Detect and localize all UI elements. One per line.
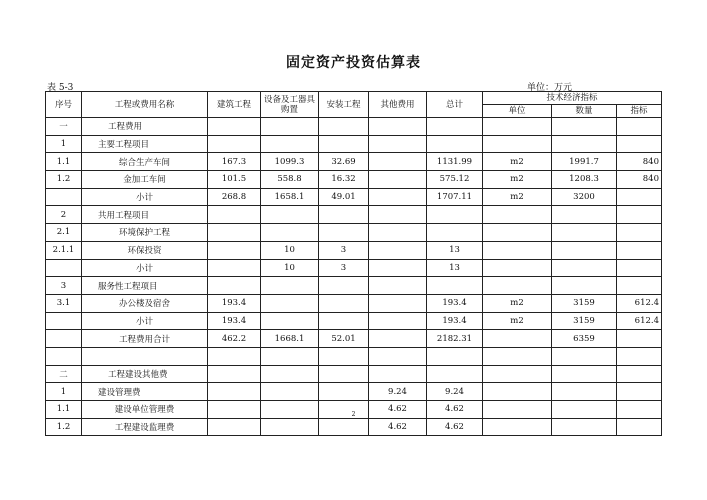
- cell-install: 3: [319, 241, 369, 259]
- cell-equipment: 558.8: [261, 171, 319, 189]
- cell-install: [319, 277, 369, 295]
- cell-other: 9.24: [369, 383, 427, 401]
- cell-tech-qty: [552, 135, 617, 153]
- cell-install: [319, 135, 369, 153]
- cell-other: [369, 188, 427, 206]
- cell-total: 4.62: [427, 418, 483, 436]
- table-row: [46, 347, 662, 365]
- cell-name: 小计: [82, 259, 208, 277]
- cell-building: 167.3: [208, 153, 261, 171]
- cell-tech-qty: [552, 224, 617, 242]
- cell-no: 1.2: [46, 171, 82, 189]
- cell-tech-unit: [483, 259, 552, 277]
- cell-total: [427, 347, 483, 365]
- cell-name: 服务性工程项目: [82, 277, 208, 295]
- investment-estimate-table: [45, 91, 662, 436]
- cell-name: 工程建设其他费: [82, 365, 208, 383]
- cell-building: [208, 118, 261, 136]
- cell-name: [82, 347, 208, 365]
- table-id: 表 5-3: [47, 83, 74, 93]
- cell-total: [427, 118, 483, 136]
- cell-name: 建设单位管理费: [82, 401, 208, 419]
- cell-no: [46, 259, 82, 277]
- cell-name: 环境保护工程: [82, 224, 208, 242]
- cell-no: [46, 188, 82, 206]
- cell-tech-index: [617, 224, 662, 242]
- cell-name: 小计: [82, 312, 208, 330]
- cell-install: [319, 347, 369, 365]
- cell-other: [369, 294, 427, 312]
- cell-tech-unit: [483, 330, 552, 348]
- table-row: [46, 118, 662, 136]
- cell-no: 1: [46, 383, 82, 401]
- cell-total: 2182.31: [427, 330, 483, 348]
- cell-equipment: 10: [261, 241, 319, 259]
- cell-other: [369, 153, 427, 171]
- cell-other: [369, 224, 427, 242]
- cell-name: 工程费用合计: [82, 330, 208, 348]
- cell-tech-unit: [483, 277, 552, 295]
- table-row: [46, 365, 662, 383]
- cell-equipment: [261, 206, 319, 224]
- cell-name: 环保投资: [82, 241, 208, 259]
- cell-no: 1.1: [46, 401, 82, 419]
- cell-tech-index: [617, 259, 662, 277]
- cell-equipment: [261, 118, 319, 136]
- table-row: [46, 241, 662, 259]
- cell-tech-qty: [552, 365, 617, 383]
- cell-tech-unit: [483, 118, 552, 136]
- cell-building: [208, 224, 261, 242]
- cell-tech-qty: [552, 347, 617, 365]
- cell-total: [427, 277, 483, 295]
- cell-no: 3.1: [46, 294, 82, 312]
- table-row: [46, 206, 662, 224]
- cell-total: 1707.11: [427, 188, 483, 206]
- cell-install: [319, 118, 369, 136]
- cell-tech-index: [617, 365, 662, 383]
- header-tech-qty: 数量: [552, 105, 617, 118]
- table-row: [46, 135, 662, 153]
- cell-name: 工程费用: [82, 118, 208, 136]
- cell-tech-unit: [483, 241, 552, 259]
- cell-equipment: [261, 135, 319, 153]
- cell-tech-qty: [552, 277, 617, 295]
- cell-tech-qty: 3200: [552, 188, 617, 206]
- cell-other: [369, 365, 427, 383]
- page-title: 固定资产投资估算表: [286, 55, 421, 71]
- cell-tech-unit: m2: [483, 312, 552, 330]
- cell-building: [208, 241, 261, 259]
- cell-no: 2.1.1: [46, 241, 82, 259]
- cell-total: 575.12: [427, 171, 483, 189]
- cell-tech-unit: [483, 365, 552, 383]
- cell-tech-unit: m2: [483, 171, 552, 189]
- cell-equipment: [261, 418, 319, 436]
- cell-tech-index: 840: [617, 153, 662, 171]
- cell-other: [369, 347, 427, 365]
- cell-no: 1: [46, 135, 82, 153]
- cell-equipment: [261, 365, 319, 383]
- cell-tech-qty: 1991.7: [552, 153, 617, 171]
- cell-install: 16.32: [319, 171, 369, 189]
- cell-equipment: [261, 312, 319, 330]
- cell-tech-unit: m2: [483, 294, 552, 312]
- cell-equipment: [261, 294, 319, 312]
- header-install: 安装工程: [319, 92, 369, 118]
- table-row: [46, 330, 662, 348]
- cell-tech-qty: 6359: [552, 330, 617, 348]
- cell-install: [319, 418, 369, 436]
- cell-equipment: 1099.3: [261, 153, 319, 171]
- cell-total: 1131.99: [427, 153, 483, 171]
- cell-tech-unit: [483, 135, 552, 153]
- cell-equipment: 1668.1: [261, 330, 319, 348]
- cell-no: [46, 330, 82, 348]
- cell-name: 办公楼及宿舍: [82, 294, 208, 312]
- cell-other: [369, 312, 427, 330]
- cell-other: 4.62: [369, 401, 427, 419]
- table-row: [46, 259, 662, 277]
- unit-label: 单位：万元: [527, 83, 573, 93]
- table-row: [46, 153, 662, 171]
- cell-name: 金加工车间: [82, 171, 208, 189]
- table-row: [46, 171, 662, 189]
- cell-tech-qty: [552, 259, 617, 277]
- page-number: 2: [351, 411, 356, 418]
- cell-no: 2: [46, 206, 82, 224]
- table-row: [46, 383, 662, 401]
- header-name: 工程或费用名称: [82, 92, 208, 118]
- cell-total: 193.4: [427, 294, 483, 312]
- cell-tech-index: 612.4: [617, 294, 662, 312]
- cell-no: [46, 347, 82, 365]
- cell-building: [208, 365, 261, 383]
- cell-tech-index: [617, 277, 662, 295]
- cell-tech-unit: [483, 418, 552, 436]
- cell-tech-qty: [552, 241, 617, 259]
- cell-no: 3: [46, 277, 82, 295]
- cell-tech-index: [617, 241, 662, 259]
- cell-no: 2.1: [46, 224, 82, 242]
- cell-tech-index: [617, 188, 662, 206]
- cell-tech-index: 840: [617, 171, 662, 189]
- cell-building: [208, 259, 261, 277]
- cell-building: [208, 135, 261, 153]
- header-tech-index: 指标: [617, 105, 662, 118]
- cell-other: [369, 330, 427, 348]
- cell-tech-qty: [552, 206, 617, 224]
- cell-name: 建设管理费: [82, 383, 208, 401]
- cell-equipment: [261, 383, 319, 401]
- header-no: 序号: [46, 92, 82, 118]
- cell-building: 462.2: [208, 330, 261, 348]
- cell-tech-index: [617, 330, 662, 348]
- cell-tech-index: [617, 135, 662, 153]
- cell-tech-index: [617, 347, 662, 365]
- cell-total: [427, 224, 483, 242]
- cell-name: 主要工程项目: [82, 135, 208, 153]
- cell-equipment: [261, 277, 319, 295]
- cell-no: 1.1: [46, 153, 82, 171]
- cell-install: 32.69: [319, 153, 369, 171]
- cell-building: [208, 383, 261, 401]
- cell-no: 一: [46, 118, 82, 136]
- cell-tech-index: [617, 118, 662, 136]
- cell-equipment: 10: [261, 259, 319, 277]
- cell-name: 共用工程项目: [82, 206, 208, 224]
- cell-install: 3: [319, 259, 369, 277]
- cell-building: [208, 347, 261, 365]
- cell-install: 52.01: [319, 330, 369, 348]
- cell-total: 9.24: [427, 383, 483, 401]
- cell-install: [319, 206, 369, 224]
- cell-tech-qty: 3159: [552, 312, 617, 330]
- cell-no: 二: [46, 365, 82, 383]
- cell-tech-unit: m2: [483, 188, 552, 206]
- cell-tech-qty: [552, 383, 617, 401]
- cell-no: [46, 312, 82, 330]
- cell-no: 1.2: [46, 418, 82, 436]
- cell-tech-index: [617, 418, 662, 436]
- header-other: 其他费用: [369, 92, 427, 118]
- cell-total: 4.62: [427, 401, 483, 419]
- table-row: [46, 277, 662, 295]
- cell-tech-index: [617, 383, 662, 401]
- cell-other: [369, 135, 427, 153]
- cell-other: [369, 118, 427, 136]
- cell-install: [319, 224, 369, 242]
- cell-tech-index: [617, 206, 662, 224]
- table-row: [46, 418, 662, 436]
- cell-install: [319, 312, 369, 330]
- table-row: [46, 312, 662, 330]
- cell-building: 193.4: [208, 294, 261, 312]
- cell-install: [319, 294, 369, 312]
- header-tech-unit: 单位: [483, 105, 552, 118]
- cell-tech-qty: [552, 418, 617, 436]
- cell-install: 49.01: [319, 188, 369, 206]
- cell-install: [319, 383, 369, 401]
- cell-total: 193.4: [427, 312, 483, 330]
- cell-total: [427, 135, 483, 153]
- table-row: [46, 188, 662, 206]
- cell-tech-unit: [483, 347, 552, 365]
- cell-total: [427, 206, 483, 224]
- cell-building: [208, 277, 261, 295]
- cell-install: [319, 365, 369, 383]
- cell-building: 268.8: [208, 188, 261, 206]
- cell-name: 工程建设监理费: [82, 418, 208, 436]
- cell-tech-qty: [552, 118, 617, 136]
- cell-other: [369, 171, 427, 189]
- cell-other: [369, 277, 427, 295]
- cell-other: [369, 259, 427, 277]
- cell-building: [208, 206, 261, 224]
- cell-equipment: [261, 224, 319, 242]
- cell-building: 193.4: [208, 312, 261, 330]
- header-total: 总计: [427, 92, 483, 118]
- header-equipment: 设备及工器具购置: [261, 92, 319, 118]
- cell-building: [208, 418, 261, 436]
- cell-tech-unit: [483, 206, 552, 224]
- cell-tech-unit: m2: [483, 153, 552, 171]
- cell-name: 小计: [82, 188, 208, 206]
- cell-tech-unit: [483, 224, 552, 242]
- cell-tech-unit: [483, 383, 552, 401]
- cell-other: [369, 241, 427, 259]
- cell-equipment: [261, 347, 319, 365]
- cell-total: [427, 365, 483, 383]
- cell-tech-qty: 1208.3: [552, 171, 617, 189]
- cell-equipment: 1658.1: [261, 188, 319, 206]
- cell-other: 4.62: [369, 418, 427, 436]
- cell-name: 综合生产车间: [82, 153, 208, 171]
- cell-tech-qty: 3159: [552, 294, 617, 312]
- cell-other: [369, 206, 427, 224]
- header-tech: 技术经济指标: [483, 92, 662, 105]
- header-building: 建筑工程: [208, 92, 261, 118]
- table-row: [46, 224, 662, 242]
- cell-total: 13: [427, 241, 483, 259]
- cell-building: 101.5: [208, 171, 261, 189]
- cell-total: 13: [427, 259, 483, 277]
- cell-tech-index: 612.4: [617, 312, 662, 330]
- table-row: [46, 294, 662, 312]
